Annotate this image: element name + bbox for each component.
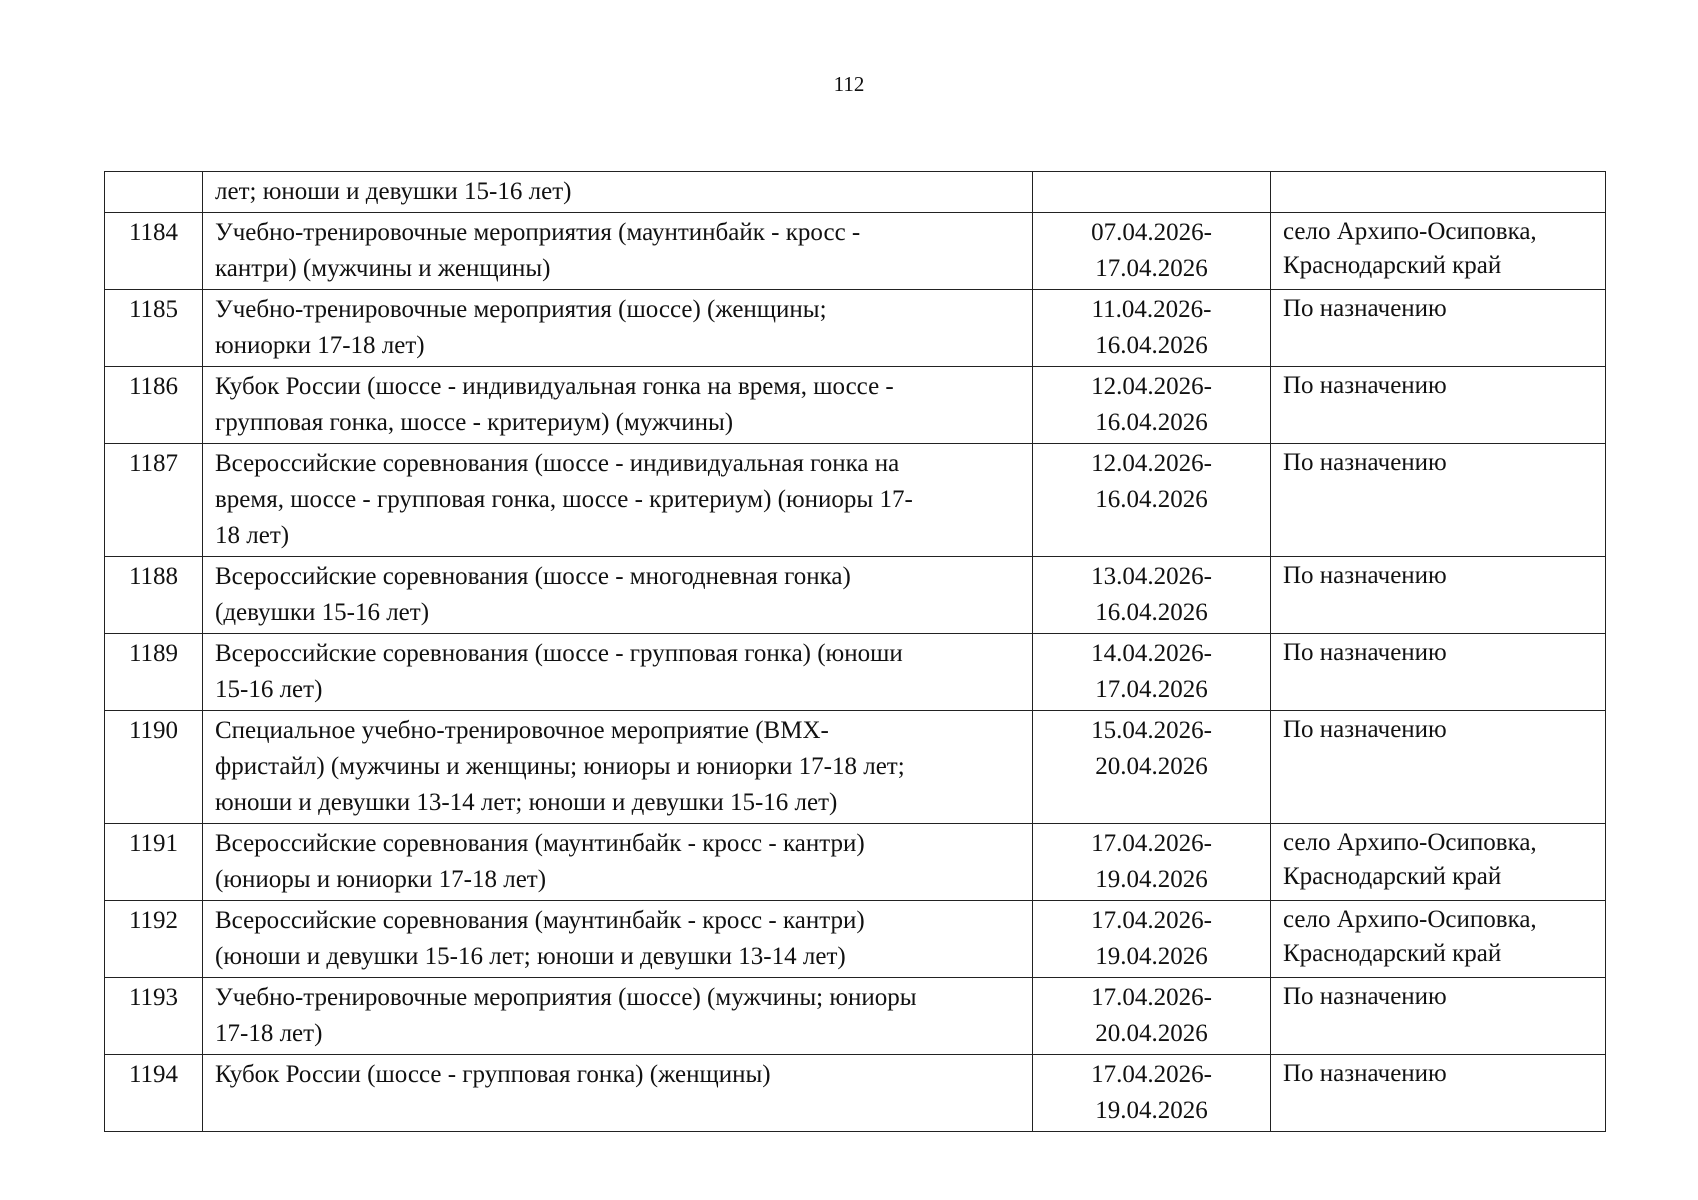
table-row bbox=[105, 557, 1606, 634]
event-place-cell bbox=[1271, 213, 1606, 290]
event-number-cell: 1185 bbox=[105, 290, 203, 367]
event-name-cell bbox=[203, 444, 1033, 557]
event-name-cell-line: Учебно-тренировочные мероприятия (шоссе) (женщины; bbox=[215, 296, 827, 323]
event-number-cell: 1189 bbox=[105, 634, 203, 711]
event-name-cell bbox=[203, 367, 1033, 444]
event-name-cell-line: юноши и девушки 13-14 лет; юноши и девушки 15-16 лет) bbox=[215, 789, 838, 816]
event-number-cell: 1184 bbox=[105, 213, 203, 290]
event-number-cell: 1194 bbox=[105, 1055, 203, 1132]
event-place-cell bbox=[1271, 634, 1606, 711]
event-place-cell bbox=[1271, 444, 1606, 557]
event-name-cell-line: юниорки 17-18 лет) bbox=[215, 332, 425, 359]
event-dates-cell-line: 14.04.2026- bbox=[1091, 640, 1212, 667]
page-number: 112 bbox=[833, 72, 865, 96]
event-number-cell: 1192 bbox=[105, 901, 203, 978]
event-name-cell-line: Всероссийские соревнования (шоссе - индивидуальная гонка на bbox=[215, 450, 900, 477]
event-dates-cell-line: 17.04.2026- bbox=[1091, 830, 1212, 857]
event-name-cell-line: 15-16 лет) bbox=[215, 676, 323, 703]
table-row bbox=[105, 444, 1606, 557]
event-name-cell-line: 17-18 лет) bbox=[215, 1020, 323, 1047]
event-name-cell bbox=[203, 824, 1033, 901]
event-name-cell-line: Кубок России (шоссе - групповая гонка) (женщины) bbox=[215, 1061, 771, 1088]
event-name-cell bbox=[203, 634, 1033, 711]
event-name-cell bbox=[203, 172, 1033, 213]
event-name-cell-line: 18 лет) bbox=[215, 522, 290, 549]
event-number-cell: 1187 bbox=[105, 444, 203, 557]
event-dates-cell bbox=[1033, 978, 1271, 1055]
event-dates-cell bbox=[1033, 172, 1271, 213]
event-dates-cell-line: 13.04.2026- bbox=[1091, 563, 1212, 590]
event-name-cell-line: (юниоры и юниорки 17-18 лет) bbox=[215, 866, 547, 893]
table-row bbox=[105, 901, 1606, 978]
event-dates-cell-line: 16.04.2026 bbox=[1095, 409, 1208, 436]
event-dates-cell bbox=[1033, 711, 1271, 824]
event-name-cell-line: лет; юноши и девушки 15-16 лет) bbox=[215, 178, 572, 205]
event-place-cell-line: По назначению bbox=[1283, 983, 1447, 1010]
event-name-cell-line: фристайл) (мужчины и женщины; юниоры и юниорки 17-18 лет; bbox=[215, 753, 905, 780]
event-place-cell bbox=[1271, 824, 1606, 901]
event-place-cell-line: По назначению bbox=[1283, 295, 1447, 322]
event-place-cell-line: По назначению bbox=[1283, 639, 1447, 666]
event-name-cell bbox=[203, 978, 1033, 1055]
table-row-continuation bbox=[105, 172, 1606, 213]
event-name-cell bbox=[203, 901, 1033, 978]
event-name-cell-line: Всероссийские соревнования (маунтинбайк - кросс - кантри) bbox=[215, 830, 865, 857]
event-dates-cell-line: 17.04.2026- bbox=[1091, 984, 1212, 1011]
event-name-cell bbox=[203, 557, 1033, 634]
event-name-cell-line: кантри) (мужчины и женщины) bbox=[215, 255, 551, 282]
schedule-table-body bbox=[105, 172, 1606, 1132]
table-row bbox=[105, 634, 1606, 711]
event-place-cell-line: По назначению bbox=[1283, 449, 1447, 476]
event-dates-cell-line: 12.04.2026- bbox=[1091, 450, 1212, 477]
event-dates-cell-line: 20.04.2026 bbox=[1095, 753, 1208, 780]
event-dates-cell-line: 19.04.2026 bbox=[1095, 866, 1208, 893]
event-place-cell-line: Краснодарский край bbox=[1283, 252, 1502, 279]
event-dates-cell-line: 20.04.2026 bbox=[1095, 1020, 1208, 1047]
event-place-cell bbox=[1271, 290, 1606, 367]
event-dates-cell-line: 17.04.2026 bbox=[1095, 676, 1208, 703]
event-number-cell: 1186 bbox=[105, 367, 203, 444]
event-dates-cell bbox=[1033, 367, 1271, 444]
event-place-cell-line: По назначению bbox=[1283, 716, 1447, 743]
table-row bbox=[105, 978, 1606, 1055]
table-row bbox=[105, 290, 1606, 367]
event-dates-cell bbox=[1033, 824, 1271, 901]
event-place-cell bbox=[1271, 172, 1606, 213]
event-place-cell bbox=[1271, 978, 1606, 1055]
table-row bbox=[105, 213, 1606, 290]
event-name-cell bbox=[203, 711, 1033, 824]
event-dates-cell-line: 17.04.2026 bbox=[1095, 255, 1208, 282]
event-name-cell-line: время, шоссе - групповая гонка, шоссе - критериум) (юниоры 17- bbox=[215, 486, 913, 513]
event-place-cell bbox=[1271, 711, 1606, 824]
event-dates-cell-line: 17.04.2026- bbox=[1091, 1061, 1212, 1088]
event-place-cell-line: По назначению bbox=[1283, 372, 1447, 399]
event-dates-cell-line: 19.04.2026 bbox=[1095, 1097, 1208, 1124]
event-name-cell-line: Учебно-тренировочные мероприятия (маунтинбайк - кросс - bbox=[215, 219, 861, 246]
event-place-cell-line: село Архипо-Осиповка, bbox=[1283, 829, 1537, 856]
event-name-cell bbox=[203, 290, 1033, 367]
event-place-cell bbox=[1271, 367, 1606, 444]
event-name-cell-line: Учебно-тренировочные мероприятия (шоссе) (мужчины; юниоры bbox=[215, 984, 917, 1011]
event-place-cell-line: Краснодарский край bbox=[1283, 863, 1502, 890]
event-dates-cell bbox=[1033, 557, 1271, 634]
event-name-cell-line: Специальное учебно-тренировочное мероприятие (ВМХ- bbox=[215, 717, 829, 744]
event-name-cell bbox=[203, 213, 1033, 290]
event-name-cell-line: Всероссийские соревнования (шоссе - многодневная гонка) bbox=[215, 563, 851, 590]
event-dates-cell-line: 12.04.2026- bbox=[1091, 373, 1212, 400]
event-place-cell-line: село Архипо-Осиповка, bbox=[1283, 218, 1537, 245]
event-name-cell-line: (юноши и девушки 15-16 лет; юноши и девушки 13-14 лет) bbox=[215, 943, 846, 970]
event-dates-cell-line: 11.04.2026- bbox=[1091, 296, 1212, 323]
event-dates-cell bbox=[1033, 1055, 1271, 1132]
event-number-cell: 1193 bbox=[105, 978, 203, 1055]
event-number-cell bbox=[105, 172, 203, 213]
event-place-cell-line: По назначению bbox=[1283, 1060, 1447, 1087]
event-dates-cell-line: 16.04.2026 bbox=[1095, 486, 1208, 513]
table-row bbox=[105, 824, 1606, 901]
event-name-cell bbox=[203, 1055, 1033, 1132]
event-place-cell-line: По назначению bbox=[1283, 562, 1447, 589]
event-dates-cell bbox=[1033, 634, 1271, 711]
event-dates-cell-line: 15.04.2026- bbox=[1091, 717, 1212, 744]
event-dates-cell-line: 17.04.2026- bbox=[1091, 907, 1212, 934]
event-name-cell-line: (девушки 15-16 лет) bbox=[215, 599, 430, 626]
event-place-cell bbox=[1271, 901, 1606, 978]
table-row bbox=[105, 711, 1606, 824]
event-name-cell-line: групповая гонка, шоссе - критериум) (мужчины) bbox=[215, 409, 734, 436]
table-row bbox=[105, 1055, 1606, 1132]
event-dates-cell bbox=[1033, 213, 1271, 290]
events-schedule-table bbox=[104, 171, 1606, 1132]
event-place-cell-line: Краснодарский край bbox=[1283, 940, 1502, 967]
event-name-cell-line: Всероссийские соревнования (шоссе - групповая гонка) (юноши bbox=[215, 640, 903, 667]
table-row bbox=[105, 367, 1606, 444]
event-dates-cell bbox=[1033, 290, 1271, 367]
event-dates-cell-line: 19.04.2026 bbox=[1095, 943, 1208, 970]
event-number-cell: 1191 bbox=[105, 824, 203, 901]
event-dates-cell bbox=[1033, 444, 1271, 557]
event-dates-cell bbox=[1033, 901, 1271, 978]
event-dates-cell-line: 16.04.2026 bbox=[1095, 599, 1208, 626]
event-place-cell bbox=[1271, 557, 1606, 634]
event-number-cell: 1188 bbox=[105, 557, 203, 634]
event-number-cell: 1190 bbox=[105, 711, 203, 824]
event-name-cell-line: Всероссийские соревнования (маунтинбайк - кросс - кантри) bbox=[215, 907, 865, 934]
event-name-cell-line: Кубок России (шоссе - индивидуальная гонка на время, шоссе - bbox=[215, 373, 894, 400]
event-place-cell-line: село Архипо-Осиповка, bbox=[1283, 906, 1537, 933]
event-dates-cell-line: 07.04.2026- bbox=[1091, 219, 1212, 246]
event-place-cell bbox=[1271, 1055, 1606, 1132]
event-dates-cell-line: 16.04.2026 bbox=[1095, 332, 1208, 359]
